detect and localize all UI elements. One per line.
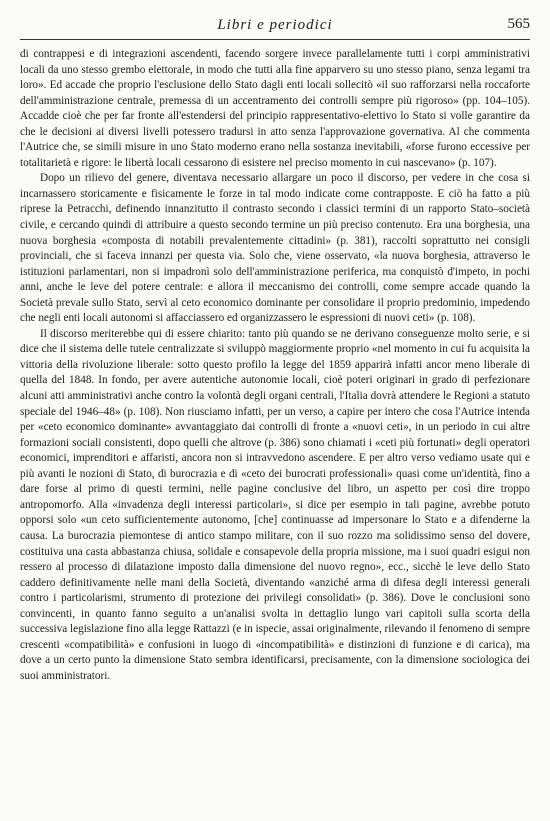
- article-body: [20, 47, 530, 684]
- page-header: [20, 14, 530, 38]
- header-rule: [20, 39, 530, 40]
- running-title: Libri e periodici: [217, 17, 333, 33]
- page: [20, 14, 530, 682]
- paragraph-3: Il discorso meriterebbe qui di essere chiarito: tanto più quando se ne derivano conseguenze molto serie, e si dice che il sistema delle tutele centralizzate si sviluppò maggiormente proprio «nel momento in cui fu acquisita la vittoria della rivoluzione liberale: sotto questo profilo la legge del 1859 apparirà infatti ancor meno liberale di quella del 1848. In fondo, per avere autentiche autonomie locali, cioè poteri originari in grado di perfezionare alcuni atti amministrativi anche contro la volontà degli organi centrali, l'Italia dovrà attendere le Regioni a statuto speciale del 1946–48» (p. 108). Non riusciamo infatti, per un verso, a capire per intero che cosa l'Autrice intenda per «ceto economico dominante» avvantaggiato dai controlli di fronte a «nuovi ceti», in un periodo in cui altre formazioni sociali consistenti, dopo quelli che altrove (p. 386) sono chiamati i «ceti più fortunati» degli operatori economici, imprenditori e affaristi, ancora non si intravvedono ascendere. E per altro verso vediamo usate qui e più avanti le nozioni di Stato, di burocrazia e di «ceto dei burocrati professionali» quasi come un'identità, fino a dare forse al primo di questi termini, nelle pagine conclusive del libro, un aspetto per così dire troppo antropomorfo. Alla «invadenza degli interessi particolari», si dice per esempio in tali pagine, avrebbe potuto opporsi solo «un ceto sufficientemente autonomo, [che] continuasse ad impersonare lo Stato e a difenderne la causa. La burocrazia piemontese di antico stampo militare, con il suo rozzo ma solidissimo senso del dovere, costituiva una casta abbastanza chiusa, solidale e consapevole della propria missione, ma i suoi quadri esigui non ressero al processo di dilatazione imposto dalla dimensione del nuovo regno», ecc., sicchè le leve dello Stato caddero definitivamente nelle mani della Società, diventando «anziché arma di difesa degli interessi generali contro i particolarismi, strumento di protezione dei privilegi consolidati» (p. 386). Dove le conclusioni sono convincenti, in quanto fanno seguito a un'analisi svolta in dettaglio lungo vari capitoli sulla scorta della successiva legislazione fino alla legge Rattazzi (e in ispecie, assai originalmente, rilevando il fenomeno di sempre crescenti «compatibilità» e confusioni in luogo di «incompatibilità» e distinzioni di funzione e di carica), ma dove a un certo punto la dimensione Stato sembra identificarsi, precisamente, con la dimensione sociologica dei suoi amministratori.: [20, 327, 530, 682]
- paragraph-2: Dopo un rilievo del genere, diventava necessario allargare un poco il discorso, per vedere in che cosa si incarnassero storicamente e fisicamente le forze in tal modo indicate come contrapposte. E ciò ha fatto a più riprese la Petracchi, definendo innanzitutto il contrasto secondo i classici termini di un rapporto Stato–società civile, e cercando quindi di attribuire a questo secondo termine un più preciso contenuto. Era una borghesia, una nuova borghesia «composta di notabili prevalentemente cittadini» (p. 381), raccolti soprattutto nei consigli provinciali, che si faceva innanzi per questa via. Solo che, viene osservato, «la nuova borghesia, attraverso le istituzioni parlamentari, non si impadronì solo dell'amministrazione periferica, ma conquistò d'impeto, in pochi anni, anche le leve del potere centrale: e allora il meccanismo dei controlli, come sempre accade quando la Società prevale sullo Stato, servì al ceto economico dominante per consolidare il proprio predominio, impedendo che negli enti locali autonomi si affacciassero ed organizzassero le espressioni di nuovi ceti» (p. 108).: [20, 172, 530, 325]
- paragraph-1: di contrappesi e di integrazioni ascendenti, facendo sorgere invece parallelamente tutti i corpi amministrativi locali da uno stesso grembo elettorale, in modo che tutti alla fine apparvero su uno stesso piano, senza legami tra loro». Ed accade che proprio l'esclusione dello Stato dagli enti locali sollecitò «il suo rafforzarsi nella roccaforte dell'amministrazione centrale, premessa di un accentramento dei controlli sempre più rigoroso» (pp. 104–105). Accadde cioè che per far fronte all'estendersi del principio rappresentativo-elettivo lo Stato si volle garantire da che le decisioni ai diversi livelli potessero tradursi in atto senza l'approvazione governativa. Al che commenta l'Autrice che, se simili misure in uno Stato moderno erano nella sostanza inevitabili, «forse furono eccessive per totalitarietà e rigore: le libertà locali cessarono di esistere nel preciso momento in cui nascevano» (p. 107).: [20, 48, 530, 169]
- page-number: 565: [507, 16, 530, 32]
